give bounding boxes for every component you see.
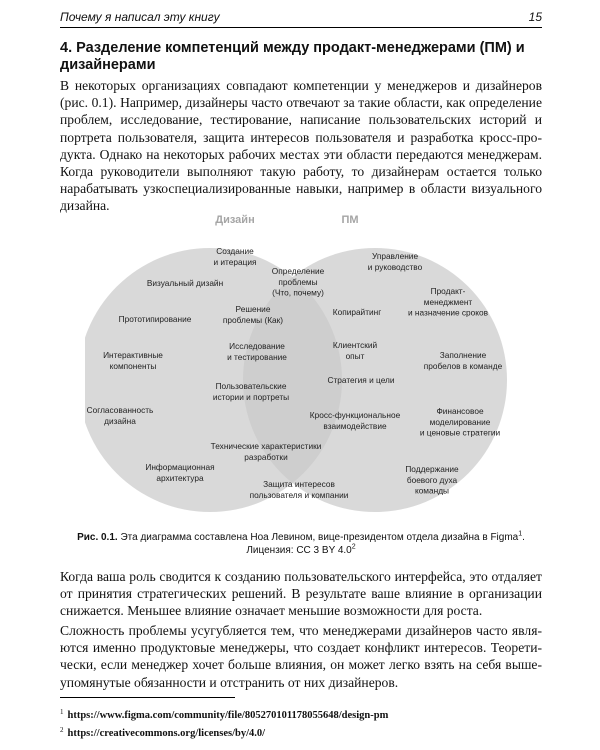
diagram-label-line: менеджмент	[423, 296, 473, 307]
diagram-label-line: Стратегия и цели	[327, 375, 395, 385]
diagram-label	[213, 381, 289, 402]
diagram-label-line: и руководство	[367, 261, 423, 272]
diagram-label-line: пробелов в команде	[423, 360, 503, 371]
diagram-label	[213, 246, 256, 267]
diagram-label-line: архитектура	[156, 472, 204, 483]
footnote-divider	[60, 697, 235, 698]
diagram-label-line: проблемы (Как)	[222, 314, 284, 325]
figure-label: Рис. 0.1.	[77, 532, 118, 543]
figure-caption: Рис. 0.1. Эта диаграмма составлена Ноа Левином, вице-президентом отдела дизайна в Figma$^1$. Лицензия: CC 3 BY $4.0^2$	[77, 530, 525, 556]
diagram-label	[147, 278, 223, 288]
running-header	[60, 10, 542, 28]
diagram-label-line: Информационная	[145, 462, 215, 472]
pm-circle-title: ПМ	[341, 214, 359, 226]
diagram-label-line: Создание	[216, 246, 254, 256]
diagram-label-line: проблемы	[278, 276, 318, 287]
diagram-label	[250, 479, 349, 500]
diagram-label-line: моделирование	[429, 416, 491, 427]
caption-footnote-ref-1[interactable]: 1	[518, 530, 523, 538]
diagram-label-line: пользователя и компании	[249, 489, 349, 500]
diagram-label-line: Пользовательские	[215, 381, 287, 391]
diagram-label-line: Прототипирование	[118, 314, 192, 324]
footnote-number: 2	[60, 725, 64, 734]
paragraph-3: Сложность проблемы усугубляется тем, что менеджерами дизайнеров часто являются именно продуктовые менеджеры, что создает конфликт интересов. Теоретически, если менеджер хочет больше влияния, он может легко взять на себя вышеупомянутые обязанности и отстранить от них дизайнеров.	[60, 623, 542, 690]
diagram-label-line: Поддержание	[405, 464, 459, 474]
diagram-label-line: Определение	[271, 266, 325, 276]
diagram-label-line: Решение	[235, 304, 271, 314]
diagram-label-line: Технические характеристики	[210, 441, 322, 451]
diagram-label	[368, 251, 423, 272]
paragraph-1: В некоторых организациях совпадают компетенции у менеджеров и дизайнеров (рис. 0.1). Например, дизайнеры часто отвечают за такие области, как определение проблем, исследование, тестирование, написание пользовательских историй и портрета пользователя, защита интересов пользователя и разработка кросс-продукта. Однако на некоторых рабочих местах эти области передаются менеджерам. Когда руководители выполняют такую работу, то дизайнерам остается только нарабатывать узкоспециализированные навыки, например в области визуального дизайна.	[60, 78, 542, 214]
diagram-label-line: Интерактивные	[103, 350, 163, 360]
diagram-label-line: опыт	[345, 350, 365, 361]
running-header-title: Почему я написал эту книгу	[60, 10, 220, 24]
paragraph-2: Когда ваша роль сводится к созданию пользовательского интерфейса, это отдаляет от принятия стратегических решений. В результате ваше влияние в организации снижается. Меньшее влияние означает меньшие возможности для роста.	[60, 569, 542, 619]
diagram-label	[119, 314, 192, 324]
caption-footnote-ref-2[interactable]: 2	[351, 543, 356, 551]
diagram-label	[272, 266, 325, 298]
diagram-label-line: Финансовое	[436, 406, 484, 416]
footnote-2[interactable]	[60, 725, 266, 740]
footnote-link[interactable]: https://www.figma.com/community/file/805270101178055648/design-pm	[67, 710, 389, 721]
design-circle-title: Дизайн	[215, 214, 255, 226]
venn-diagram	[85, 210, 515, 528]
section-heading: 4. Разделение компетенций между продакт-менеджерами (ПМ) и дизайнерами	[60, 40, 525, 73]
diagram-label	[103, 350, 163, 371]
caption-text: Эта диаграмма составлена Ноа Левином, вице-президентом отдела дизайна в Figma	[117, 532, 519, 543]
diagram-label-line: дизайна	[104, 415, 136, 426]
diagram-label-line: Визуальный дизайн	[146, 278, 224, 288]
diagram-label-line: компоненты	[109, 360, 157, 371]
footnote-1[interactable]	[60, 707, 389, 722]
diagram-label-line: истории и портреты	[212, 391, 290, 402]
diagram-label-line: Согласованность	[86, 405, 154, 415]
diagram-label-line: боевого духа	[406, 474, 458, 485]
diagram-label-line: команды	[414, 485, 450, 496]
diagram-label-line: взаимодействие	[323, 420, 387, 431]
diagram-label-line: Клиентский	[332, 340, 378, 350]
diagram-label-line: Кросс-функциональное	[309, 410, 401, 420]
diagram-label	[333, 307, 381, 317]
diagram-label-line: Заполнение	[439, 350, 487, 360]
footnote-link[interactable]: https://creativecommons.org/licenses/by/4.0/	[67, 728, 266, 739]
diagram-label	[227, 341, 287, 362]
caption-license: Лицензия: CC 3 BY 4.0	[246, 544, 352, 556]
diagram-label-line: Исследование	[229, 341, 285, 351]
diagram-label-line: и назначение сроков	[407, 307, 489, 318]
diagram-label-line: и тестирование	[227, 351, 287, 362]
diagram-label-line: разработки	[244, 451, 288, 462]
diagram-label-line: Защита интересов	[263, 479, 335, 489]
diagram-label-line: и ценовые стратегии	[419, 427, 501, 438]
diagram-label-line: (Что, почему)	[272, 287, 324, 298]
page-number: 15	[528, 10, 542, 24]
diagram-label-line: Копирайтинг	[332, 307, 382, 317]
diagram-label	[327, 375, 394, 385]
diagram-label-line: Управление	[371, 251, 419, 261]
footnote-number: 1	[60, 707, 64, 716]
diagram-label-line: Продакт-	[430, 286, 466, 296]
diagram-label-line: и итерация	[213, 256, 257, 267]
